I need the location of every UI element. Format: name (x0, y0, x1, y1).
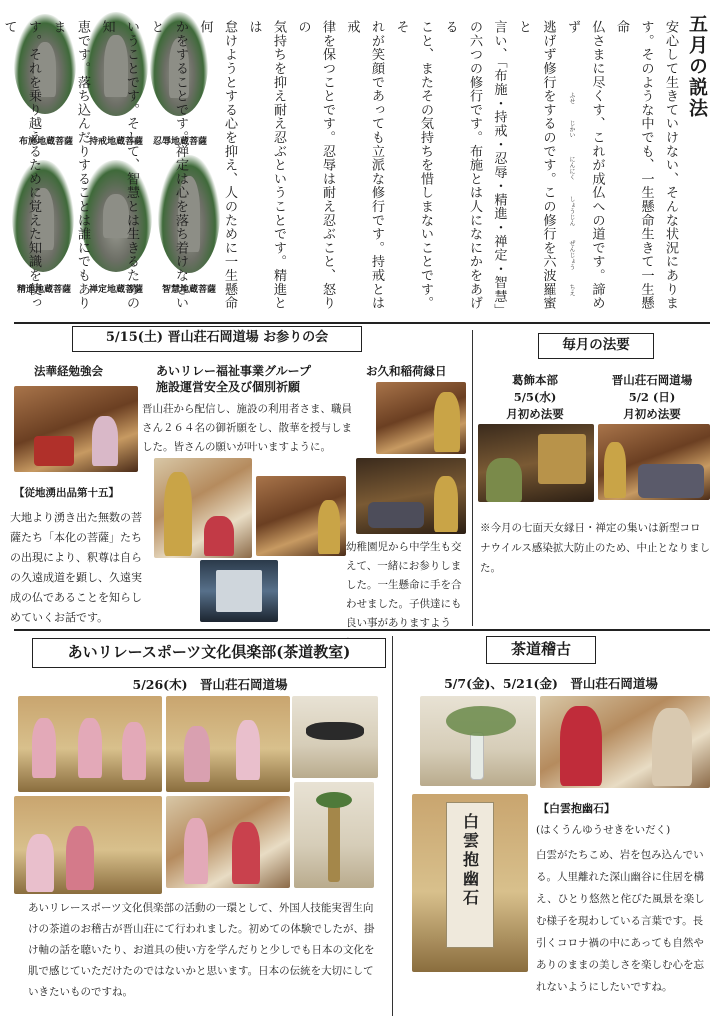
photo-tea-class-2 (166, 696, 290, 792)
statue-caption: 忍辱地蔵菩薩 (152, 137, 207, 147)
statue-caption: 持戒地蔵菩薩 (88, 137, 143, 147)
scroll-calligraphy: 白雲抱幽石 (460, 813, 480, 908)
statue-caption: 精進地蔵菩薩 (16, 285, 71, 295)
photo-relay-prayer (154, 458, 252, 558)
scroll-text: 白雲がたちこめ、岩を包み込んでいる。人里離れた深山幽谷に住居を構え、ひとり悠然と侘びた風景を楽しむ様子を現わしている言葉です。長引くコロナ禍の中にあっても自然やありのままの美しさを楽しむ心を忘れないようにしたいですね。 (536, 849, 705, 993)
middle-divider (472, 330, 473, 626)
sports-text: あいリレースポーツ文化倶楽部の活動の一環として、外国人技能実習生向けの茶道のお稽古が晋山荘にて行われました。初めての体験でしたが、掛け軸の話を聴いたり、お道具の使い方を学んだりと少しでも日本の文化を肌で感じていただけたのではないかと思います。日本の伝統を大切にしていきたいものですね。 (28, 902, 375, 998)
monthly-left-3: 月初め法要 (506, 407, 564, 421)
sermon-line: す。そのような中でも、一生懸命生きて一生懸命 (614, 20, 654, 310)
statue-caption: 禅定地蔵菩薩 (88, 285, 143, 295)
tea-date: 5/7(金)、5/21(金) 晋山荘石岡道場 (444, 676, 658, 691)
inari-heading: お久和稲荷縁日 (366, 364, 447, 378)
monthly-right-3: 月初め法要 (623, 407, 681, 421)
monthly-note: ※今月の七面天女縁日・禅定の集いは新型コロナウイルス感染拡大防止のため、中止となりました。 (480, 522, 710, 574)
photo-inari-crowd (356, 458, 466, 534)
furigana-row (567, 92, 575, 312)
sermon-line: す。それを乗り越えるために覚えた知識を使って (1, 20, 41, 310)
sermon-line: 言い、「布施・持戒・忍辱・精進・禅定・智慧」 (491, 20, 507, 317)
relay-text: 晋山荘から配信し、施設の利用者さま、職員さん２６４名の御祈願をし、散華を授与しました。皆さんの願いが叶いますように。 (142, 403, 352, 453)
photo-ishioka-hoyo (598, 424, 710, 500)
bottom-divider (392, 636, 393, 1016)
photo-ikebana (420, 696, 536, 786)
statue-caption: 智慧地蔵菩薩 (161, 285, 216, 295)
top-divider (14, 322, 710, 324)
kids-text: 幼稚園児から中学生も交えて、一緒にお参りしました。一生懸命に手を合わせました。子供達にも良い事がありますよう (346, 541, 462, 629)
photo-katsushika-hoyo (478, 424, 594, 502)
sermon-line: こと、またその気持ちを惜しまないことです。そ (393, 20, 433, 310)
visit-title: 5/15(土) 晋山荘石岡道場 お参りの会 (72, 326, 362, 352)
sermon-line: の六つの修行です。布施とは人になにかをあげる (442, 20, 482, 310)
photo-bamboo-vase (294, 782, 374, 888)
mid-divider (14, 629, 710, 631)
sports-date: 5/26(木) 晋山荘石岡道場 (132, 677, 288, 692)
photo-tea-class-3 (14, 796, 162, 894)
monthly-left-1: 葛飾本部 (512, 373, 558, 387)
sermon-line: 仏さまに尽くす、これが成仏への道です。諦めず (565, 20, 605, 310)
monthly-right-2: 5/2 (日) (628, 390, 676, 404)
furigana: ちえ (568, 283, 575, 296)
sermon-line: れが笑顔であっても立派な修行です。持戒とは戒 (344, 20, 384, 310)
photo-tea-class-4 (166, 796, 290, 888)
sermon-line: 律を保つことです。忍辱は耐え忍ぶこと、怒りの (295, 20, 335, 310)
statue-caption: 布施地蔵菩薩 (18, 137, 73, 147)
sermon-line: いうことです。そして、智慧とは生きるための知 (99, 20, 139, 310)
sports-title: あいリレースポーツ文化倶楽部(茶道教室) (32, 638, 386, 668)
sermon-line: 恵です。落ち込んだりすることは誰にでもありま (50, 20, 90, 310)
sermon-line: 怠けようとする心を抑え、人のために一生懸命何 (197, 20, 237, 310)
scroll-heading: 【白雲抱幽石】 (538, 802, 615, 815)
photo-scroll-alcove (412, 794, 528, 972)
tea-title: 茶道稽古 (486, 636, 596, 664)
sermon-line: 気持ちを抑え耐え忍ぶということです。精進とは (246, 20, 286, 310)
photo-online-stream (200, 560, 278, 622)
photo-hanging-scroll (292, 696, 378, 778)
furigana: にんにく (568, 155, 575, 180)
photo-altar (256, 476, 346, 556)
sermon-line: 安心して生きていけない、そんな状況にありま (663, 20, 678, 310)
furigana: じかい (568, 119, 575, 138)
scroll-reading: (はくうんゆうせきをいだく) (536, 824, 671, 836)
sermon-line: かをすることです。禅定は心を落ち着けなさいと (148, 20, 188, 310)
relay-heading-2: 施設運営安全及び個別祈願 (156, 380, 301, 394)
photo-tea-class-1 (18, 696, 162, 792)
sermon-line: 逃げず修行をするのです。この修行を六波羅蜜と (516, 20, 556, 310)
hokke-heading: 法華経勉強会 (34, 364, 103, 378)
monthly-left-2: 5/5(水) (513, 390, 557, 404)
photo-tea-preparation (540, 696, 710, 788)
juji-heading: 【従地湧出品第十五】 (14, 487, 119, 499)
monthly-title: 毎月の法要 (538, 333, 654, 359)
photo-hokke-study (14, 386, 138, 472)
sermon-title: 五月の説法 (686, 14, 708, 119)
juji-text: 大地より湧き出た無数の菩薩たち「本化の菩薩」たちの出現により、釈尊は自らの久遠成道を顕し、久遠実成の仏であることを知らしめていくお話です。 (10, 511, 142, 624)
furigana: ふせ (568, 92, 575, 104)
furigana: ぜんじょう (568, 239, 575, 270)
relay-heading-1: あいリレー福祉事業グループ (156, 364, 312, 378)
monthly-right-1: 晋山荘石岡道場 (611, 373, 693, 387)
photo-inari-ceremony (376, 382, 466, 454)
furigana: しょうじん (568, 195, 575, 226)
